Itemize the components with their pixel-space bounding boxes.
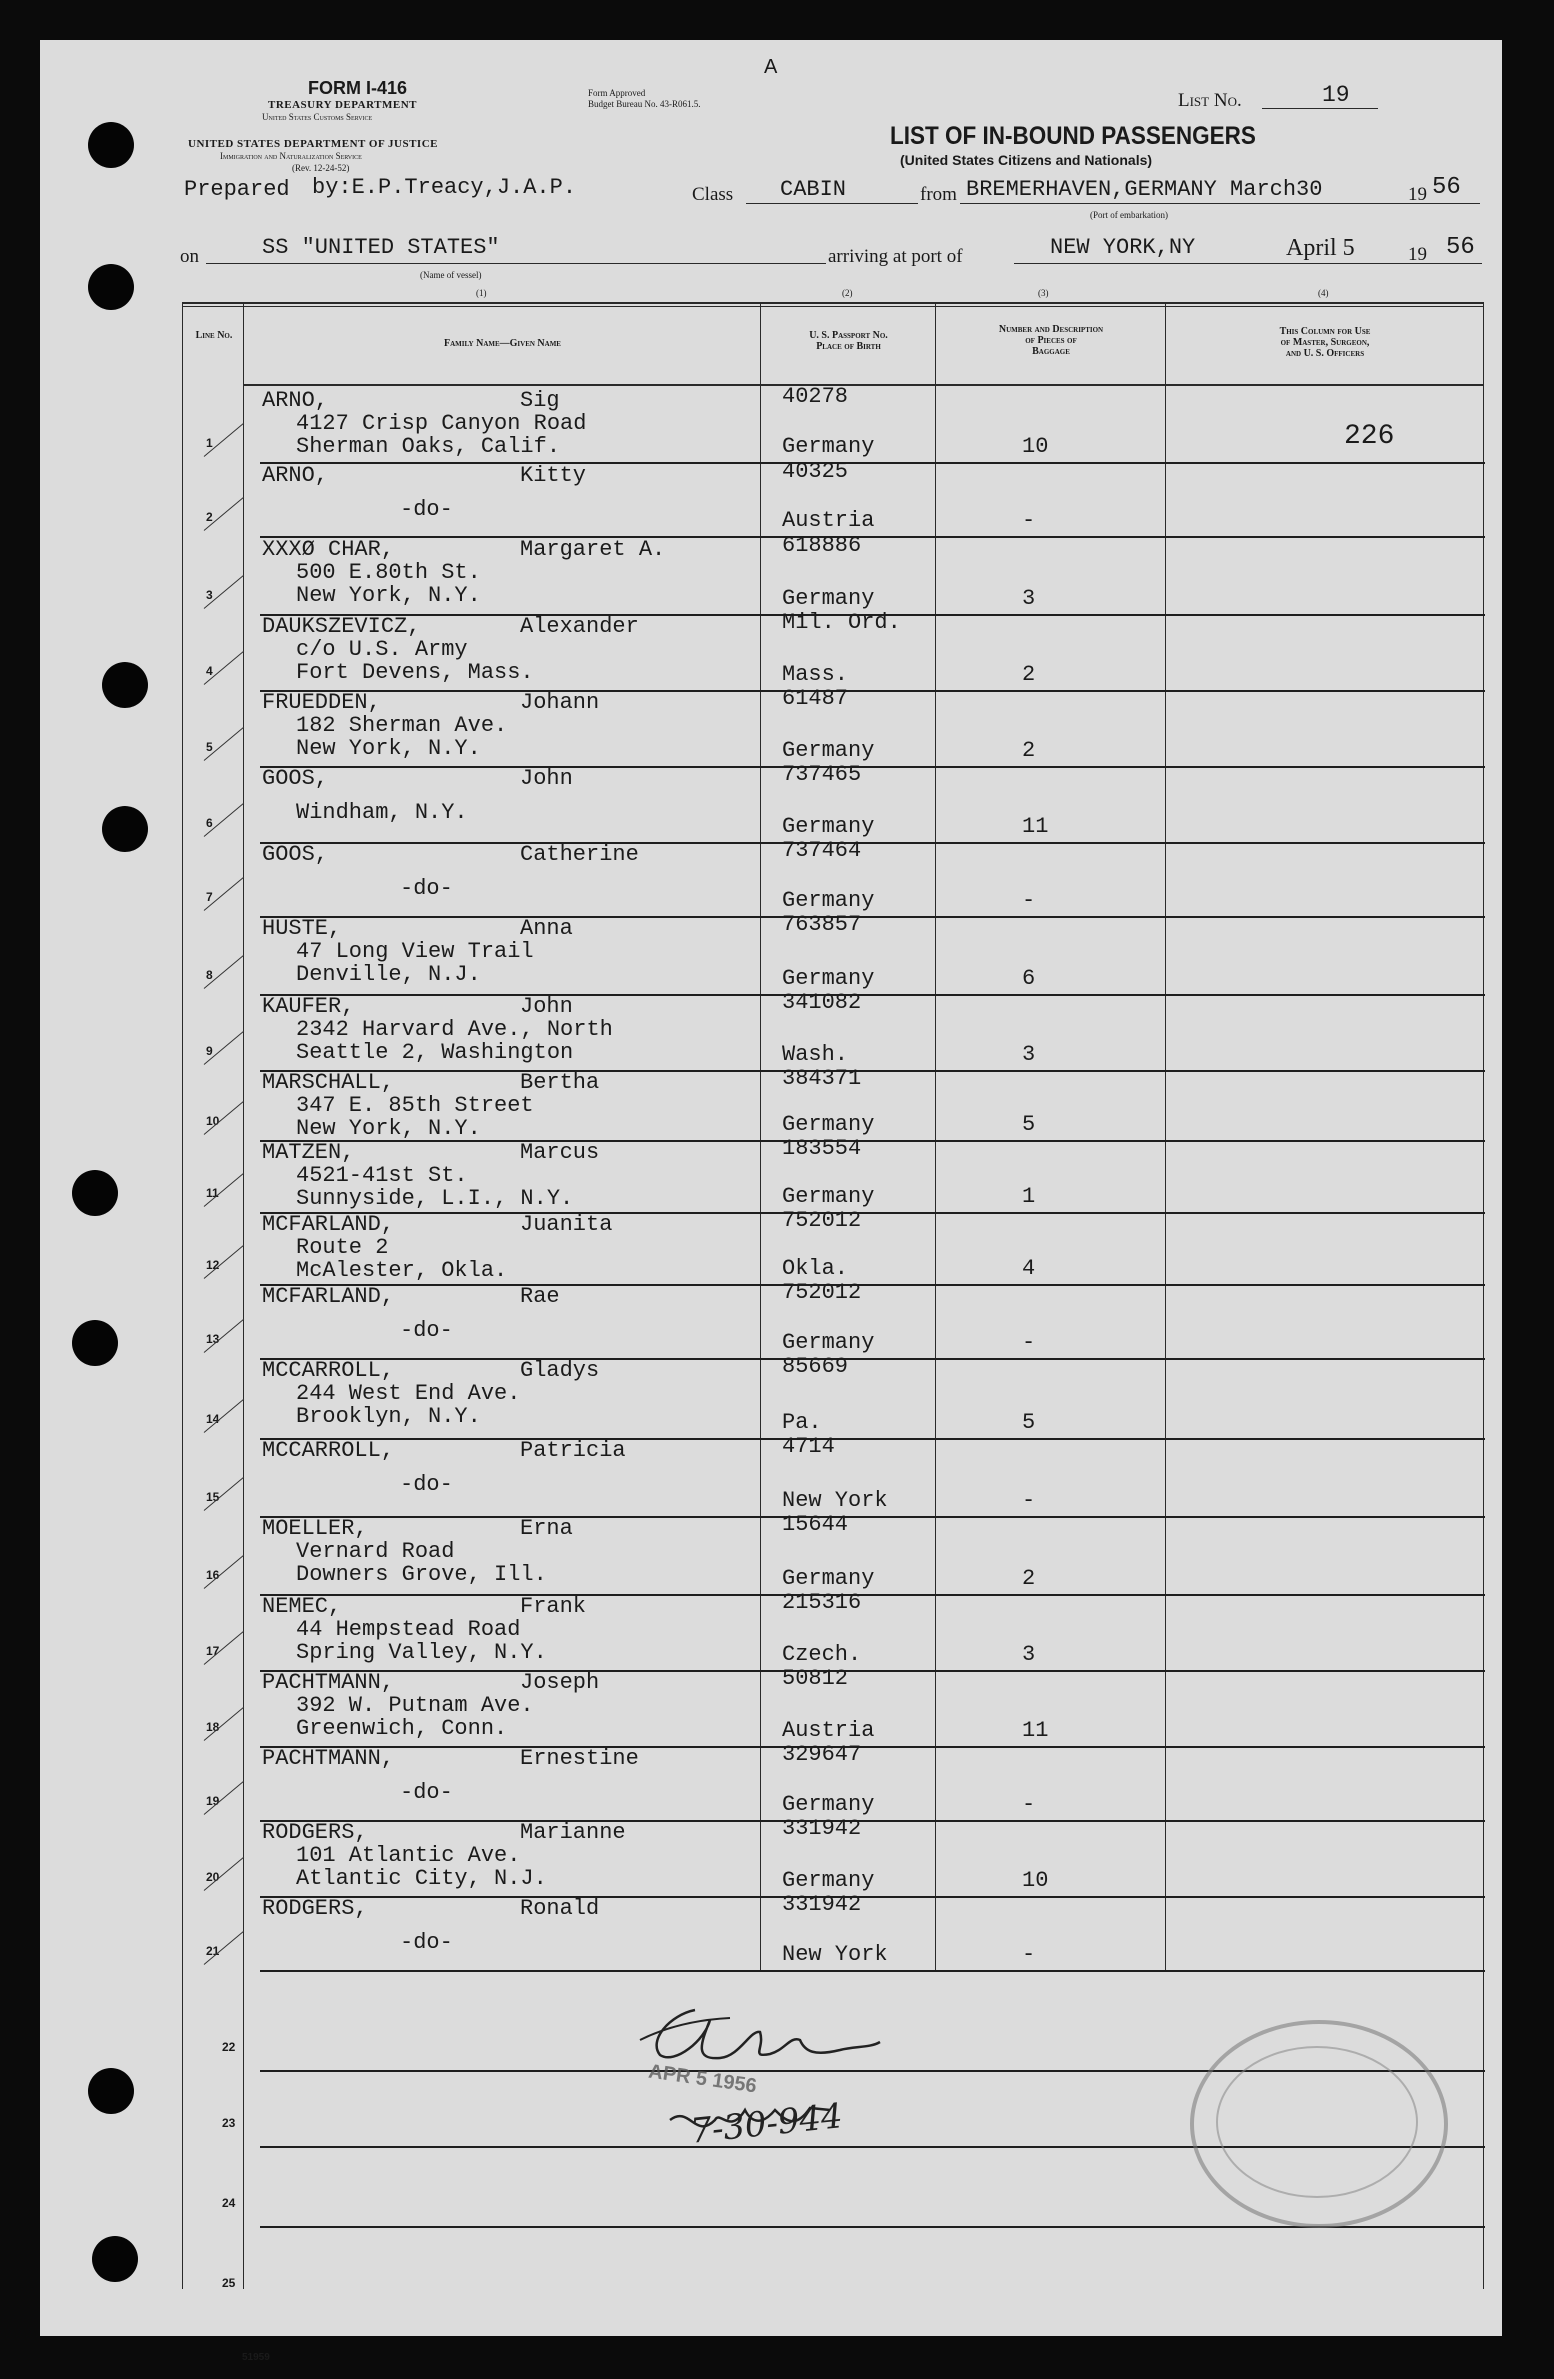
place-of-birth: Wash. xyxy=(782,1042,849,1067)
place-of-birth: Germany xyxy=(782,966,875,991)
from-year-prefix: 19 xyxy=(1408,184,1427,205)
place-of-birth: Pa. xyxy=(782,1410,822,1435)
given-name: Frank xyxy=(520,1594,587,1619)
line-number: 21 xyxy=(206,1944,220,1958)
address-line1: 182 Sherman Ave. xyxy=(296,713,508,738)
family-name: RODGERS, xyxy=(262,1820,368,1845)
address-line1: -do- xyxy=(400,1472,453,1497)
line-number: 16 xyxy=(206,1568,220,1582)
family-name: GOOS, xyxy=(262,842,329,867)
place-of-birth: New York xyxy=(782,1488,888,1513)
address-line2: New York, N.Y. xyxy=(296,1116,481,1141)
place-of-birth: Germany xyxy=(782,1566,875,1591)
passport-number: 737465 xyxy=(782,762,862,787)
given-name: Rae xyxy=(520,1284,560,1309)
place-of-birth: Germany xyxy=(782,586,875,611)
passport-number: 61487 xyxy=(782,686,849,711)
arrival-year-prefix: 19 xyxy=(1408,244,1427,265)
given-name: Kitty xyxy=(520,463,587,488)
address-line1: -do- xyxy=(400,1318,453,1343)
family-name: HUSTE, xyxy=(262,916,342,941)
passport-number: 763857 xyxy=(782,912,862,937)
baggage-header-line3: Baggage xyxy=(1032,346,1070,357)
address-line1: 244 West End Ave. xyxy=(296,1381,521,1406)
baggage-count: 4 xyxy=(1022,1256,1036,1281)
baggage-count: 5 xyxy=(1022,1410,1036,1435)
row-divider xyxy=(260,1594,1485,1596)
given-name: Sig xyxy=(520,388,560,413)
line-number: 10 xyxy=(206,1114,220,1128)
class-label: Class xyxy=(692,184,734,205)
line-number: 22 xyxy=(222,2040,236,2054)
given-name: Marianne xyxy=(520,1820,626,1845)
treasury-department: TREASURY DEPARTMENT xyxy=(268,99,417,111)
list-no-value: 19 xyxy=(1322,82,1350,108)
line-number: 25 xyxy=(222,2276,236,2290)
baggage-count: 11 xyxy=(1022,814,1049,839)
passport-number: 85669 xyxy=(782,1354,849,1379)
address-line2: Fort Devens, Mass. xyxy=(296,660,534,685)
baggage-count: - xyxy=(1022,508,1036,533)
baggage-count: 11 xyxy=(1022,1718,1049,1743)
line-number: 12 xyxy=(206,1258,220,1272)
family-name: XXXØ CHAR, xyxy=(262,537,395,562)
row-divider xyxy=(260,536,1485,538)
passport-number: 215316 xyxy=(782,1590,862,1615)
baggage-count: 3 xyxy=(1022,1642,1036,1667)
baggage-count: 10 xyxy=(1022,434,1049,459)
baggage-count: 3 xyxy=(1022,1042,1036,1067)
address-line1: 4521-41st St. xyxy=(296,1163,468,1188)
row-divider xyxy=(260,462,1485,464)
revision-date: (Rev. 12-24-52) xyxy=(292,163,350,173)
from-year: 56 xyxy=(1432,174,1461,201)
place-of-birth: Germany xyxy=(782,1792,875,1817)
family-name: MATZEN, xyxy=(262,1140,355,1165)
punch-hole xyxy=(72,1320,118,1366)
footer-code: 51959 xyxy=(242,2352,270,2363)
place-of-birth: Germany xyxy=(782,814,875,839)
list-subtitle: (United States Citizens and Nationals) xyxy=(900,152,1153,168)
punch-hole xyxy=(92,2236,138,2282)
passport-header-line1: U. S. Passport No. xyxy=(809,330,888,341)
baggage-count: 2 xyxy=(1022,1566,1036,1591)
place-of-birth: Germany xyxy=(782,738,875,763)
address-line1: Route 2 xyxy=(296,1235,389,1260)
address-line1: 101 Atlantic Ave. xyxy=(296,1843,521,1868)
passport-number: 329647 xyxy=(782,1742,862,1767)
from-value: BREMERHAVEN,GERMANY March30 xyxy=(966,177,1323,202)
passport-number: 752012 xyxy=(782,1280,862,1305)
baggage-count: 5 xyxy=(1022,1112,1036,1137)
officers-header-line3: and U. S. Officers xyxy=(1285,348,1365,359)
prepared-label: Prepared xyxy=(184,177,290,202)
family-name: NEMEC, xyxy=(262,1594,342,1619)
family-name: GOOS, xyxy=(262,766,329,791)
given-name: Catherine xyxy=(520,842,639,867)
passport-number: 40278 xyxy=(782,384,849,409)
row-divider xyxy=(260,1746,1485,1748)
address-line1: -do- xyxy=(400,876,453,901)
punch-hole xyxy=(88,2068,134,2114)
address-line2: McAlester, Okla. xyxy=(296,1258,508,1283)
baggage-count: - xyxy=(1022,1792,1036,1817)
address-line1: 347 E. 85th Street xyxy=(296,1093,534,1118)
place-of-birth: Germany xyxy=(782,1330,875,1355)
line-number: 4 xyxy=(206,664,213,678)
row-divider xyxy=(260,1358,1485,1360)
address-line1: -do- xyxy=(400,1780,453,1805)
line-number: 23 xyxy=(222,2116,236,2130)
line-number: 15 xyxy=(206,1490,220,1504)
place-of-birth: Czech. xyxy=(782,1642,862,1667)
list-title: LIST OF IN-BOUND PASSENGERS xyxy=(890,122,1256,150)
line-number: 13 xyxy=(206,1332,220,1346)
row-divider xyxy=(260,1212,1485,1214)
given-name: Ernestine xyxy=(520,1746,639,1771)
address-line1: -do- xyxy=(400,497,453,522)
form-number: FORM I-416 xyxy=(308,78,408,98)
col-header-passport xyxy=(766,330,931,352)
given-name: Marcus xyxy=(520,1140,600,1165)
row-divider xyxy=(260,1820,1485,1822)
place-of-birth: Austria xyxy=(782,508,875,533)
address-line1: Vernard Road xyxy=(296,1539,455,1564)
vessel-label: (Name of vessel) xyxy=(420,270,482,280)
place-of-birth: Mass. xyxy=(782,662,849,687)
address-line2: New York, N.Y. xyxy=(296,736,481,761)
admitted-seal xyxy=(1190,2020,1448,2228)
given-name: Alexander xyxy=(520,614,639,639)
family-name: ARNO, xyxy=(262,388,329,413)
family-name: MCFARLAND, xyxy=(262,1212,395,1237)
col-header-baggage xyxy=(940,324,1162,357)
place-of-birth: Germany xyxy=(782,1184,875,1209)
given-name: Gladys xyxy=(520,1358,600,1383)
form-approved: Form Approved xyxy=(588,88,646,98)
given-name: Ronald xyxy=(520,1896,600,1921)
col-number-3: (3) xyxy=(1038,288,1049,298)
row-divider xyxy=(260,1070,1485,1072)
address-line2: Sunnyside, L.I., N.Y. xyxy=(296,1186,574,1211)
given-name: Joseph xyxy=(520,1670,600,1695)
passport-number: 40325 xyxy=(782,459,849,484)
budget-bureau: Budget Bureau No. 43-R061.5. xyxy=(588,99,701,109)
address-line2: Downers Grove, Ill. xyxy=(296,1562,547,1587)
line-number: 24 xyxy=(222,2196,236,2210)
line-number: 19 xyxy=(206,1794,220,1808)
address-line1: 2342 Harvard Ave., North xyxy=(296,1017,613,1042)
immigration-service: Immigration and Naturalization Service xyxy=(220,151,362,161)
col-header-line-no: Line No. xyxy=(195,330,233,341)
punch-hole xyxy=(102,806,148,852)
line-number: 8 xyxy=(206,968,213,982)
given-name: Johann xyxy=(520,690,600,715)
given-name: Bertha xyxy=(520,1070,600,1095)
line-number: 11 xyxy=(206,1186,219,1200)
address-line2: Spring Valley, N.Y. xyxy=(296,1640,547,1665)
family-name: MARSCHALL, xyxy=(262,1070,395,1095)
family-name: MCFARLAND, xyxy=(262,1284,395,1309)
given-name: Juanita xyxy=(520,1212,613,1237)
line-number: 9 xyxy=(206,1044,213,1058)
address-line1: -do- xyxy=(400,1930,453,1955)
address-line1: Windham, N.Y. xyxy=(296,800,468,825)
passport-number: 752012 xyxy=(782,1208,862,1233)
address-line2: Brooklyn, N.Y. xyxy=(296,1404,481,1429)
on-label: on xyxy=(180,246,199,267)
place-of-birth: Germany xyxy=(782,1112,875,1137)
passport-number: 618886 xyxy=(782,533,862,558)
baggage-count: - xyxy=(1022,1942,1036,1967)
officers-header-line2: of Master, Surgeon, xyxy=(1280,337,1370,348)
passport-number: Mil. Ord. xyxy=(782,610,901,635)
col-header-officers xyxy=(1170,326,1480,359)
date-stamp: APR 5 1956 xyxy=(647,2060,759,2098)
line-number: 5 xyxy=(206,740,213,754)
row-divider xyxy=(260,916,1485,918)
arriving-label: arriving at port of xyxy=(828,246,963,267)
arrival-date: April 5 xyxy=(1286,235,1355,261)
officer-note: 226 xyxy=(1344,421,1395,452)
baggage-count: 6 xyxy=(1022,966,1036,991)
baggage-count: - xyxy=(1022,1488,1036,1513)
row-divider xyxy=(260,1670,1485,1672)
passport-number: 183554 xyxy=(782,1136,862,1161)
address-line2: Sherman Oaks, Calif. xyxy=(296,434,561,459)
family-name: MCCARROLL, xyxy=(262,1358,395,1383)
baggage-count: 2 xyxy=(1022,738,1036,763)
col-number-4: (4) xyxy=(1318,288,1329,298)
place-of-birth: Austria xyxy=(782,1718,875,1743)
arrival-port: NEW YORK,NY xyxy=(1050,235,1196,260)
place-of-birth: Germany xyxy=(782,434,875,459)
given-name: Patricia xyxy=(520,1438,626,1463)
col-number-2: (2) xyxy=(842,288,853,298)
passport-number: 341082 xyxy=(782,990,862,1015)
vessel-name: SS "UNITED STATES" xyxy=(262,235,500,260)
from-label: from xyxy=(920,184,957,205)
family-name: DAUKSZEVICZ, xyxy=(262,614,421,639)
row-divider xyxy=(260,1140,1485,1142)
given-name: John xyxy=(520,766,573,791)
row-divider xyxy=(260,1896,1485,1898)
place-of-birth: Germany xyxy=(782,1868,875,1893)
address-line1: 4127 Crisp Canyon Road xyxy=(296,411,587,436)
line-number: 1 xyxy=(206,436,213,450)
officers-header-line1: This Column for Use xyxy=(1279,326,1371,337)
passport-header-line2: Place of Birth xyxy=(816,341,881,352)
signature-note: 7-30-944 xyxy=(688,2096,845,2152)
passport-number: 15644 xyxy=(782,1512,849,1537)
baggage-count: 2 xyxy=(1022,662,1036,687)
line-number: 6 xyxy=(206,816,213,830)
row-divider xyxy=(260,1284,1485,1286)
class-value: CABIN xyxy=(780,177,847,202)
family-name: FRUEDDEN, xyxy=(262,690,381,715)
family-name: ARNO, xyxy=(262,463,329,488)
address-line2: Seattle 2, Washington xyxy=(296,1040,574,1065)
row-divider xyxy=(260,690,1485,692)
family-name: MOELLER, xyxy=(262,1516,368,1541)
family-name: MCCARROLL, xyxy=(262,1438,395,1463)
prepared-by: by:E.P.Treacy,J.A.P. xyxy=(312,175,577,200)
passport-number: 331942 xyxy=(782,1816,862,1841)
line-number: 14 xyxy=(206,1412,220,1426)
row-divider xyxy=(260,1438,1485,1440)
family-name: RODGERS, xyxy=(262,1896,368,1921)
family-name: PACHTMANN, xyxy=(262,1670,395,1695)
passport-number: 737464 xyxy=(782,838,862,863)
punch-hole xyxy=(88,122,134,168)
given-name: Erna xyxy=(520,1516,573,1541)
baggage-count: 1 xyxy=(1022,1184,1036,1209)
punch-hole xyxy=(88,264,134,310)
col-header-name: Family Name—Given Name xyxy=(444,338,561,349)
address-line2: Atlantic City, N.J. xyxy=(296,1866,547,1891)
line-number: 2 xyxy=(206,510,213,524)
justice-department: UNITED STATES DEPARTMENT OF JUSTICE xyxy=(188,138,438,150)
address-line2: Greenwich, Conn. xyxy=(296,1716,508,1741)
col-number-1: (1) xyxy=(476,288,487,298)
passport-number: 384371 xyxy=(782,1066,862,1091)
address-line1: 392 W. Putnam Ave. xyxy=(296,1693,534,1718)
row-divider xyxy=(260,766,1485,768)
baggage-header-line1: Number and Description xyxy=(998,324,1104,335)
punch-hole xyxy=(72,1170,118,1216)
baggage-count: - xyxy=(1022,1330,1036,1355)
passport-number: 331942 xyxy=(782,1892,862,1917)
line-number: 18 xyxy=(206,1720,220,1734)
family-name: PACHTMANN, xyxy=(262,1746,395,1771)
arrival-year: 56 xyxy=(1446,234,1475,261)
given-name: Anna xyxy=(520,916,573,941)
address-line1: c/o U.S. Army xyxy=(296,637,468,662)
baggage-count: 10 xyxy=(1022,1868,1049,1893)
line-number: 7 xyxy=(206,890,213,904)
address-line2: New York, N.Y. xyxy=(296,583,481,608)
baggage-count: - xyxy=(1022,888,1036,913)
port-embark-label: (Port of embarkation) xyxy=(1090,210,1168,220)
address-line1: 500 E.80th St. xyxy=(296,560,481,585)
address-line1: 44 Hempstead Road xyxy=(296,1617,521,1642)
customs-service: United States Customs Service xyxy=(262,112,373,122)
row-divider xyxy=(260,994,1485,996)
family-name: KAUFER, xyxy=(262,994,355,1019)
baggage-count: 3 xyxy=(1022,586,1036,611)
list-no-label: List No. xyxy=(1178,90,1242,111)
passport-number: 4714 xyxy=(782,1434,835,1459)
baggage-header-line2: of Pieces of xyxy=(1025,335,1077,346)
passport-number: 50812 xyxy=(782,1666,849,1691)
place-of-birth: Germany xyxy=(782,888,875,913)
top-letter: A xyxy=(764,56,778,78)
address-line1: 47 Long View Trail xyxy=(296,939,534,964)
given-name: Margaret A. xyxy=(520,537,666,562)
line-number: 20 xyxy=(206,1870,220,1884)
given-name: John xyxy=(520,994,573,1019)
row-divider xyxy=(260,1516,1485,1518)
place-of-birth: Okla. xyxy=(782,1256,849,1281)
line-number: 17 xyxy=(206,1644,220,1658)
place-of-birth: New York xyxy=(782,1942,888,1967)
address-line2: Denville, N.J. xyxy=(296,962,481,987)
punch-hole xyxy=(102,662,148,708)
row-divider xyxy=(260,842,1485,844)
line-number: 3 xyxy=(206,588,213,602)
